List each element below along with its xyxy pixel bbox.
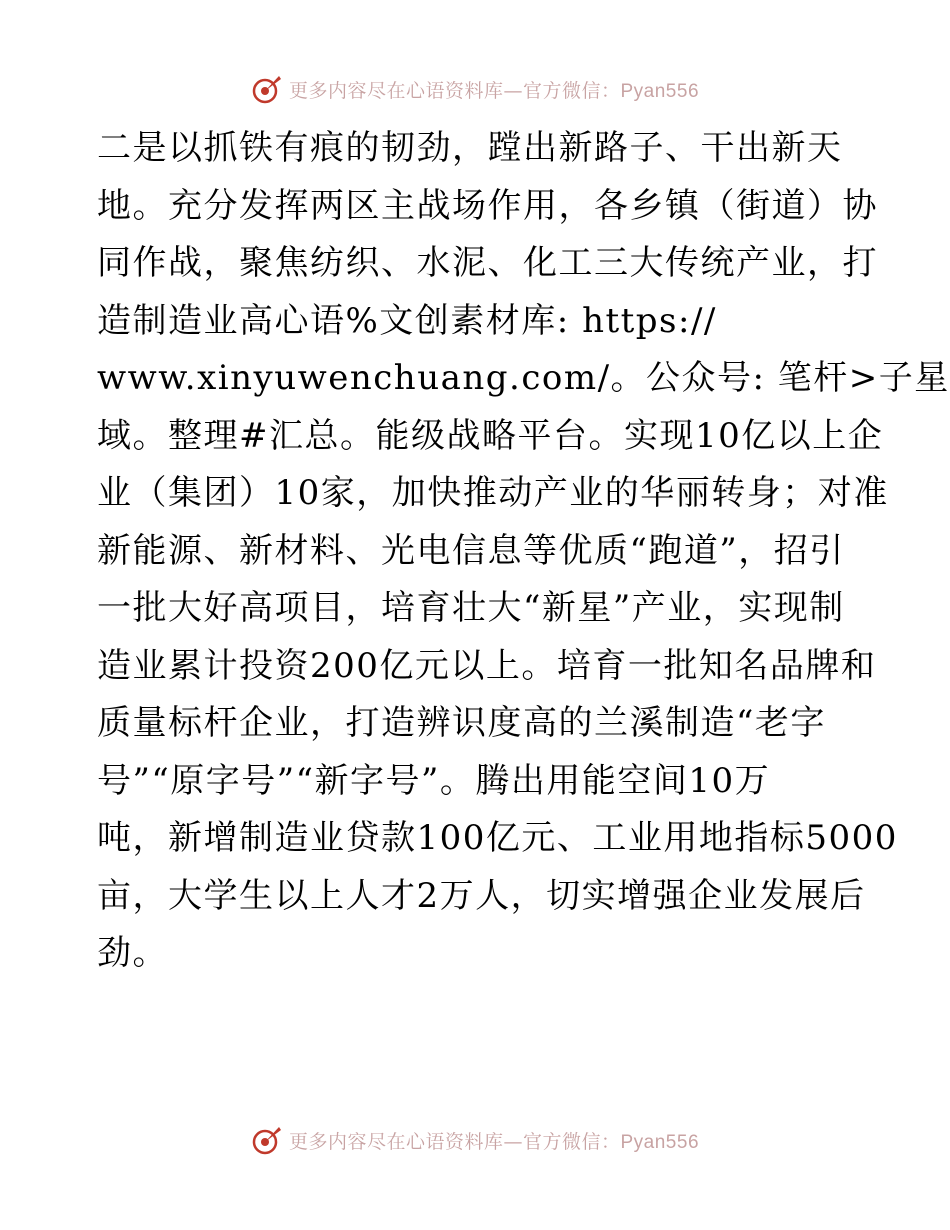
document-body	[97, 120, 950, 983]
text-line-5: www.xinyuwenchuang.com/。公众号: 笔杆>子星	[97, 358, 950, 398]
banner-text: 更多内容尽在心语资料库—官方微信：Pyan556	[288, 1130, 700, 1153]
quill-logo-icon	[251, 73, 283, 105]
text-line-9: 一批大好高项目，培育壮大“新星”产业，实现制	[97, 588, 845, 628]
quill-logo-icon	[251, 1124, 283, 1156]
banner-text: 更多内容尽在心语资料库—官方微信：Pyan556	[288, 79, 700, 102]
text-line-10: 造业累计投资200亿元以上。培育一批知名品牌和	[97, 645, 877, 686]
text-line-4: 造制造业高心语%文创素材库: https://	[97, 300, 717, 341]
text-line-7: 业（集团）10家，加快推动产业的华丽转身；对准	[97, 473, 889, 513]
wechat-id: Pyan556	[620, 1131, 700, 1153]
text-line-13: 吨，新增制造业贷款100亿元、工业用地指标5000	[97, 818, 898, 858]
text-line-6: 域。整理#汇总。能级战略平台。实现10亿以上企	[97, 415, 884, 456]
text-line-3: 同作战，聚焦纺织、水泥、化工三大传统产业，打	[97, 243, 878, 283]
text-line-8: 新能源、新材料、光电信息等优质“跑道”，招引	[97, 530, 845, 571]
header-banner	[0, 72, 950, 106]
text-line-11: 质量标杆企业，打造辨识度高的兰溪制造“老字	[97, 703, 826, 743]
footer-banner	[0, 1123, 950, 1157]
text-line-1: 二是以抓铁有痕的韧劲，蹚出新路子、干出新天	[97, 128, 843, 168]
wechat-id: Pyan556	[620, 80, 700, 102]
text-line-14: 亩，大学生以上人才2万人，切实增强企业发展后	[97, 875, 866, 916]
text-line-15: 劲。	[97, 933, 168, 973]
text-line-2: 地。充分发挥两区主战场作用，各乡镇（街道）协	[97, 185, 878, 226]
text-line-12: 号”“原字号”“新字号”。腾出用能空间10万	[97, 760, 771, 801]
